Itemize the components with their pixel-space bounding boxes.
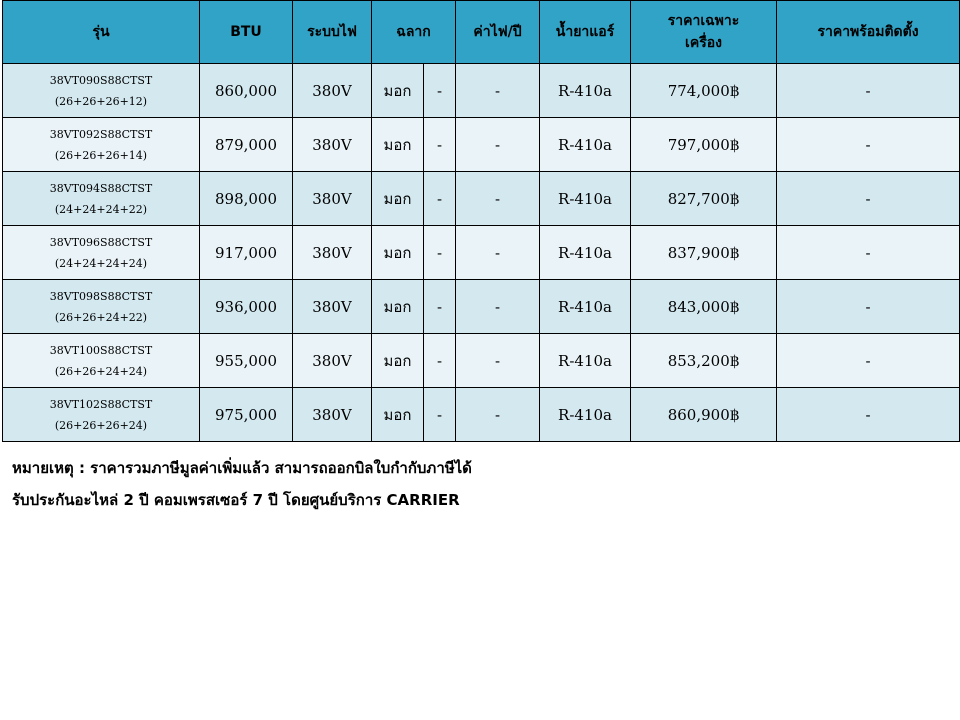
model-cell <box>3 226 200 280</box>
btu-cell: 936,000 <box>200 280 293 334</box>
label-cell: มอก <box>372 118 424 172</box>
btu-cell: 917,000 <box>200 226 293 280</box>
model-code: 38VT100S88CTST <box>49 343 153 357</box>
label-cell: มอก <box>372 388 424 442</box>
installed-price-cell: - <box>777 118 960 172</box>
btu-cell: 879,000 <box>200 118 293 172</box>
model-code: 38VT096S88CTST <box>49 235 153 249</box>
table-row <box>3 118 960 172</box>
btu-cell: 975,000 <box>200 388 293 442</box>
installed-price-cell: - <box>777 172 960 226</box>
header-btu: BTU <box>200 1 293 64</box>
power-cell: 380V <box>293 172 372 226</box>
refrigerant-cell: R-410a <box>540 280 631 334</box>
label-cell: มอก <box>372 172 424 226</box>
header-unit-price-line2: เครื่อง <box>685 35 722 51</box>
header-refrigerant: น้ำยาแอร์ <box>540 1 631 64</box>
model-code: 38VT092S88CTST <box>49 127 153 141</box>
cost-cell: - <box>456 172 540 226</box>
grade-cell: - <box>424 388 456 442</box>
label-cell: มอก <box>372 226 424 280</box>
model-code: 38VT102S88CTST <box>49 397 153 411</box>
btu-cell: 898,000 <box>200 172 293 226</box>
model-combo: (26+26+24+24) <box>54 364 148 378</box>
installed-price-cell: - <box>777 64 960 118</box>
grade-cell: - <box>424 334 456 388</box>
grade-cell: - <box>424 172 456 226</box>
table-row <box>3 388 960 442</box>
model-cell <box>3 334 200 388</box>
header-model: รุ่น <box>3 1 200 64</box>
note-warranty: รับประกันอะไหล่ 2 ปี คอมเพรสเซอร์ 7 ปี โดยศูนย์บริการ CARRIER <box>12 491 460 509</box>
model-cell <box>3 280 200 334</box>
refrigerant-cell: R-410a <box>540 172 631 226</box>
cost-cell: - <box>456 334 540 388</box>
header-power: ระบบไฟ <box>293 1 372 64</box>
installed-price-cell: - <box>777 226 960 280</box>
table-body <box>3 64 960 442</box>
header-installed-price: ราคาพร้อมติดตั้ง <box>777 1 960 64</box>
model-cell <box>3 64 200 118</box>
model-combo: (24+24+24+22) <box>54 202 148 216</box>
power-cell: 380V <box>293 388 372 442</box>
label-cell: มอก <box>372 334 424 388</box>
cost-cell: - <box>456 64 540 118</box>
btu-cell: 955,000 <box>200 334 293 388</box>
btu-cell: 860,000 <box>200 64 293 118</box>
header-row <box>3 1 960 64</box>
model-code: 38VT090S88CTST <box>49 73 153 87</box>
price-cell: 797,000฿ <box>631 118 777 172</box>
price-cell: 843,000฿ <box>631 280 777 334</box>
model-combo: (26+26+26+24) <box>54 418 148 432</box>
label-cell: มอก <box>372 64 424 118</box>
refrigerant-cell: R-410a <box>540 118 631 172</box>
note-vat: หมายเหตุ : ราคารวมภาษีมูลค่าเพิ่มแล้ว สามารถออกบิลใบกำกับภาษีได้ <box>12 459 472 477</box>
model-code: 38VT094S88CTST <box>49 181 153 195</box>
model-cell <box>3 388 200 442</box>
price-cell: 853,200฿ <box>631 334 777 388</box>
power-cell: 380V <box>293 64 372 118</box>
price-table <box>2 0 960 442</box>
price-cell: 860,900฿ <box>631 388 777 442</box>
grade-cell: - <box>424 118 456 172</box>
grade-cell: - <box>424 280 456 334</box>
cost-cell: - <box>456 280 540 334</box>
model-combo: (24+24+24+24) <box>54 256 148 270</box>
table-row <box>3 226 960 280</box>
price-cell: 837,900฿ <box>631 226 777 280</box>
refrigerant-cell: R-410a <box>540 388 631 442</box>
cost-cell: - <box>456 118 540 172</box>
power-cell: 380V <box>293 118 372 172</box>
table-row <box>3 280 960 334</box>
refrigerant-cell: R-410a <box>540 64 631 118</box>
table-row <box>3 172 960 226</box>
model-cell <box>3 172 200 226</box>
grade-cell: - <box>424 64 456 118</box>
header-label: ฉลาก <box>372 1 456 64</box>
cost-cell: - <box>456 388 540 442</box>
header-unit-price <box>631 1 777 64</box>
refrigerant-cell: R-410a <box>540 334 631 388</box>
cost-cell: - <box>456 226 540 280</box>
grade-cell: - <box>424 226 456 280</box>
header-unit-price-line1: ราคาเฉพาะ <box>667 13 740 29</box>
table-row <box>3 64 960 118</box>
power-cell: 380V <box>293 334 372 388</box>
table-row <box>3 334 960 388</box>
installed-price-cell: - <box>777 334 960 388</box>
installed-price-cell: - <box>777 388 960 442</box>
model-combo: (26+26+26+14) <box>54 148 148 162</box>
model-combo: (26+26+24+22) <box>54 310 148 324</box>
power-cell: 380V <box>293 226 372 280</box>
price-cell: 827,700฿ <box>631 172 777 226</box>
header-cost: ค่าไฟ/ปี <box>456 1 540 64</box>
refrigerant-cell: R-410a <box>540 226 631 280</box>
power-cell: 380V <box>293 280 372 334</box>
model-cell <box>3 118 200 172</box>
installed-price-cell: - <box>777 280 960 334</box>
model-combo: (26+26+26+12) <box>54 94 148 108</box>
model-code: 38VT098S88CTST <box>49 289 153 303</box>
price-cell: 774,000฿ <box>631 64 777 118</box>
label-cell: มอก <box>372 280 424 334</box>
